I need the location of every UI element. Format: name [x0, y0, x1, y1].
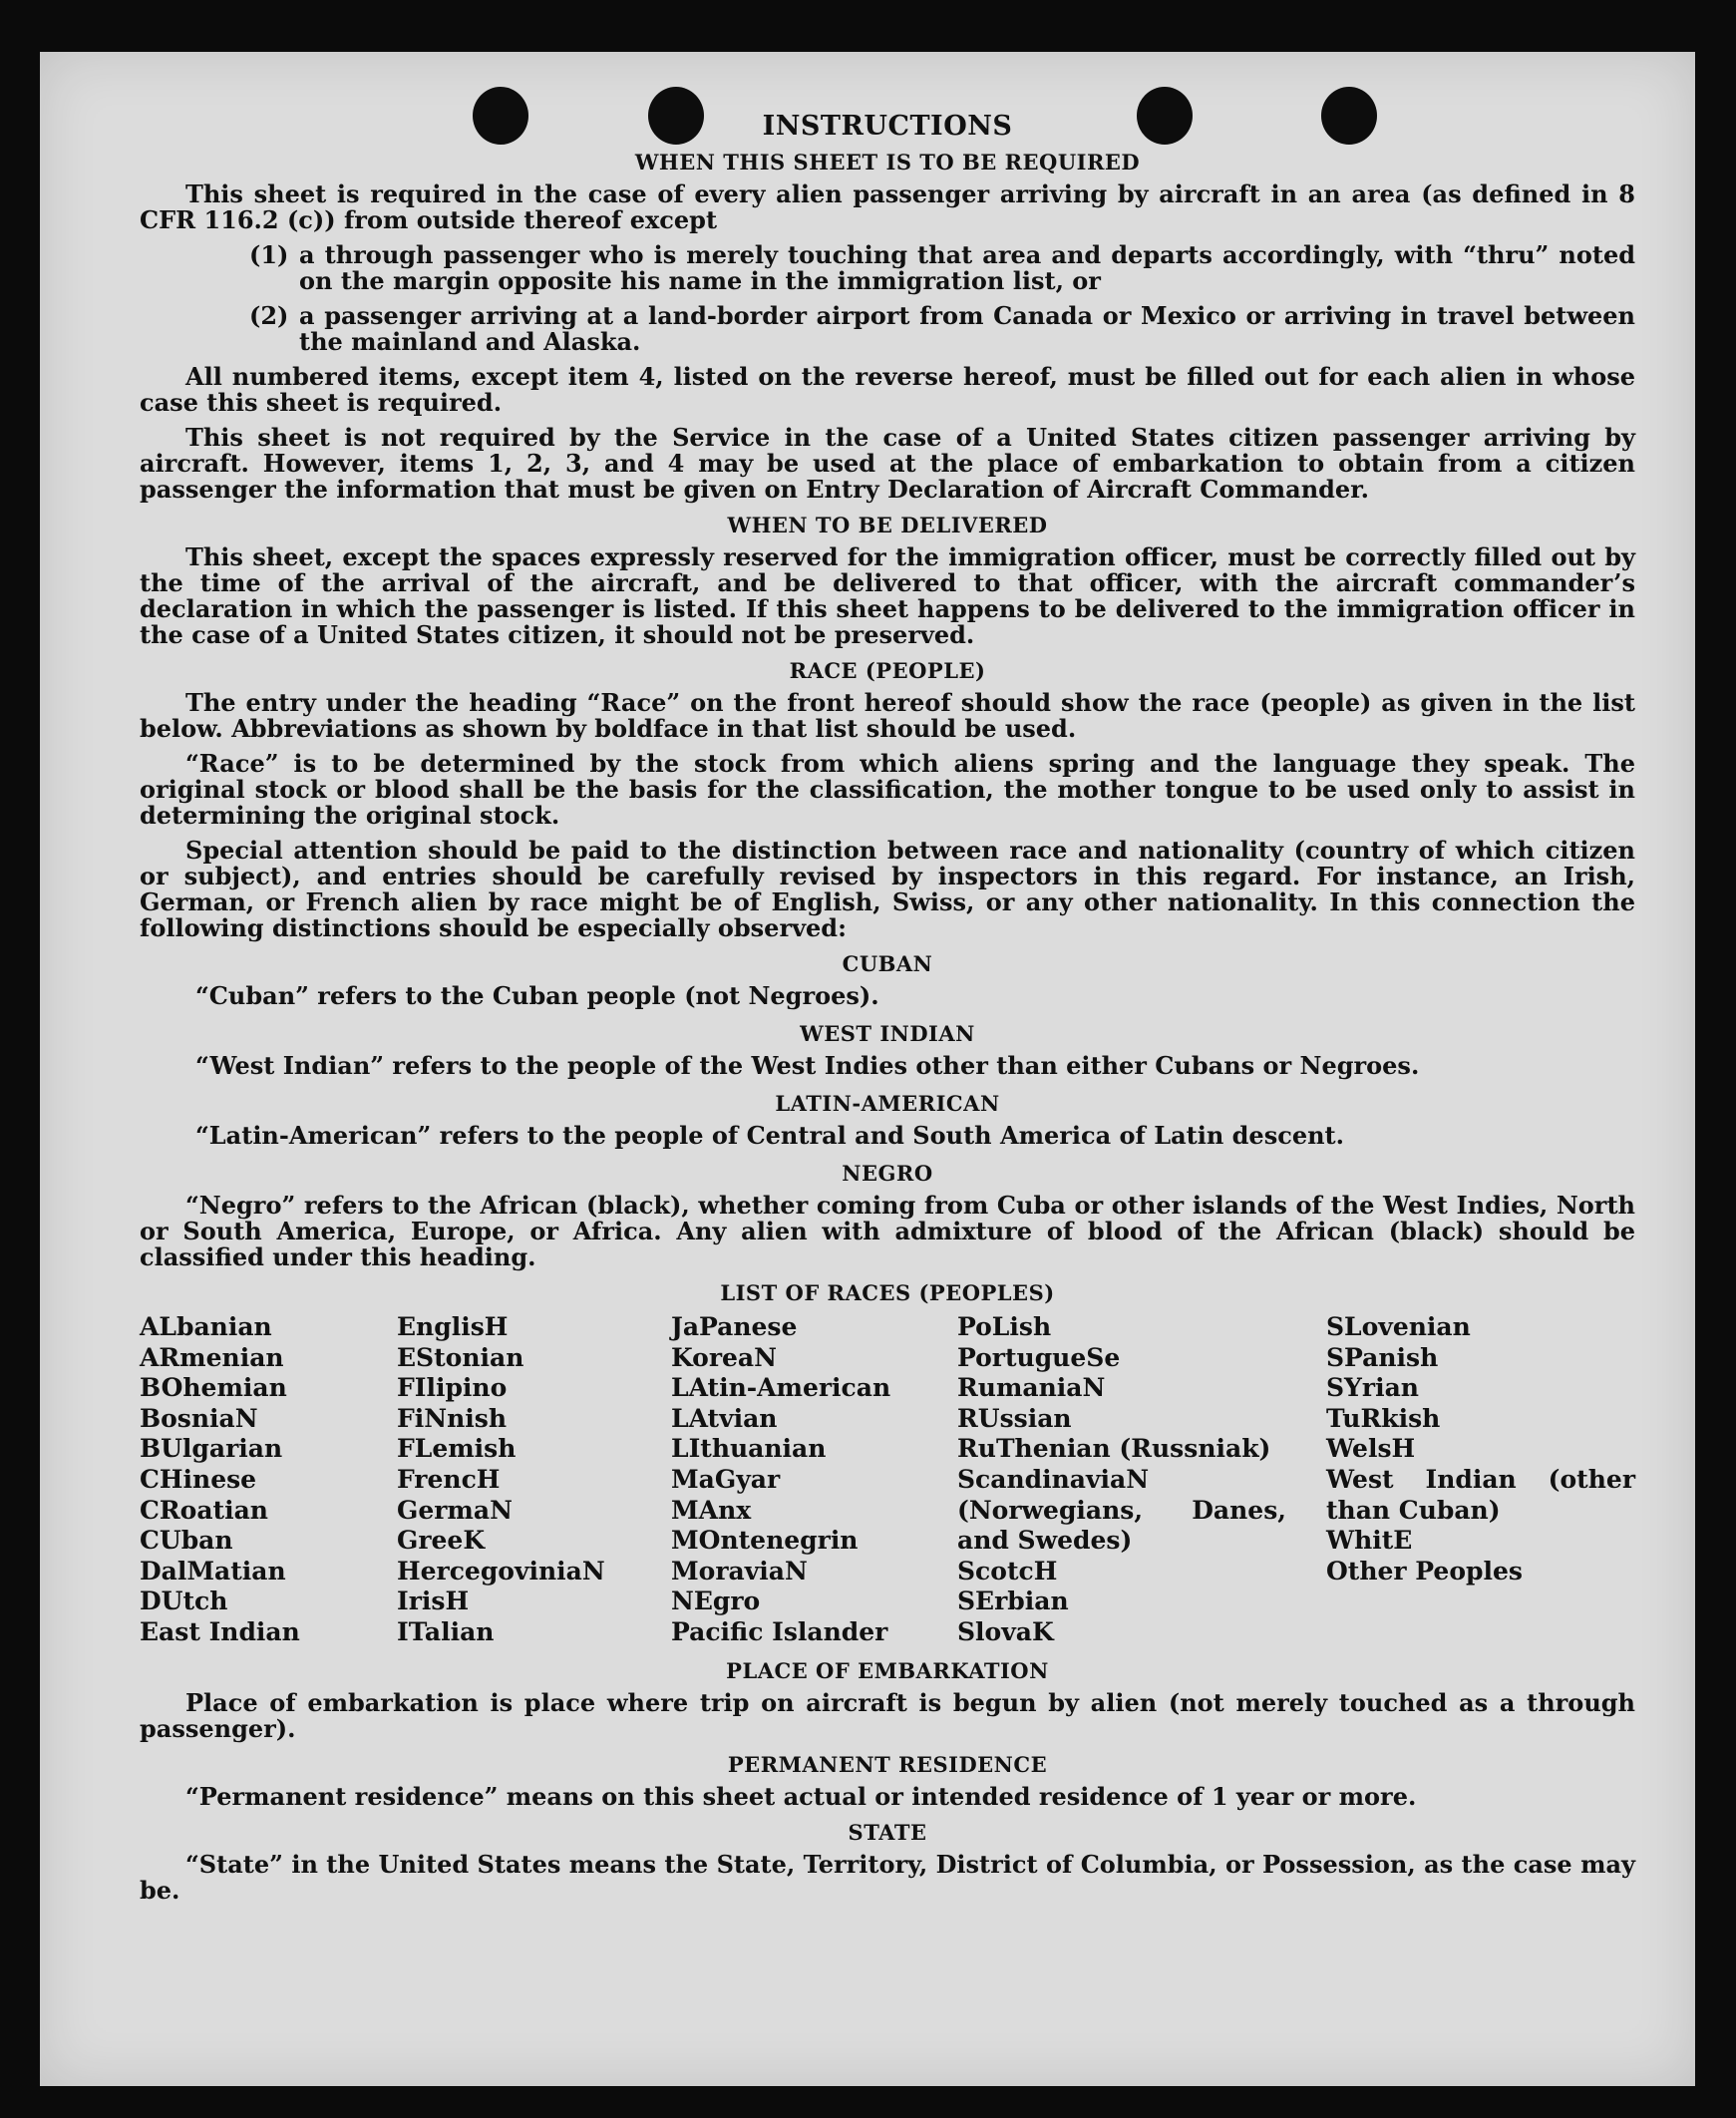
section-heading-embarkation: PLACE OF EMBARKATION [726, 1657, 1049, 1683]
race-item: West Indian (other than Cuban) [1326, 1464, 1635, 1525]
race-item: ScandinaviaN (Norwegians, Danes, and Swedes) [957, 1464, 1286, 1556]
document-page [40, 52, 1695, 2086]
race-item: SLovenian [1326, 1312, 1471, 1341]
race-item: East Indian [140, 1616, 300, 1646]
item-number: (2) [249, 301, 289, 330]
delivered-paragraph: This sheet, except the spaces expressly reserved for the immigration officer, must be correctly filled out by the time of the arrival of the aircraft, and be delivered to that officer, with the aircraft commander’s declaration in which the passenger is listed. If this sheet happens to be delivered to the immigration officer in the case of a United States citizen, it should not be preserved. [140, 542, 1635, 649]
race-item: MAnx [671, 1495, 752, 1525]
race-item: BosniaN [140, 1403, 258, 1433]
race-item: MaGyar [671, 1464, 781, 1494]
page-title: INSTRUCTIONS [762, 111, 1013, 142]
race-item: FLemish [397, 1434, 517, 1464]
race-item: RUssian [957, 1403, 1072, 1433]
definition-heading: LATIN-AMERICAN [775, 1091, 1000, 1116]
definition-text: “Negro” refers to the African (black), whether coming from Cuba or other islands of the West Indies, North or South America, Europe, or Africa. Any alien with admixture of blood of the African (black) should be classified under this heading. [140, 1191, 1635, 1271]
race-item: EStonian [397, 1342, 524, 1372]
race-item: ALbanian [140, 1312, 272, 1341]
item-number: (1) [249, 240, 289, 269]
race-item: DalMatian [140, 1556, 286, 1586]
definition-heading: NEGRO [842, 1161, 933, 1186]
item-text: a passenger arriving at a land-border airport from Canada or Mexico or arriving in travel between the mainland and Alaska. [299, 301, 1635, 356]
residence-paragraph: “Permanent residence” means on this sheet actual or intended residence of 1 year or more. [185, 1781, 1417, 1811]
section-heading-state: STATE [848, 1819, 927, 1845]
race-item: RumaniaN [957, 1373, 1106, 1403]
race-item: LAtin-American [671, 1373, 891, 1403]
race-item: FIlipino [397, 1373, 508, 1403]
race-item: NEgro [671, 1587, 761, 1616]
race-item: SYrian [1326, 1373, 1419, 1403]
race-item: WelsH [1326, 1434, 1416, 1464]
required-paragraph: This sheet is not required by the Service in the case of a United States citizen passenger arriving by aircraft. However, items 1, 2, 3, and 4 may be used at the place of embarkation to obtain from a citizen passenger the information that must be given on Entry Declaration of Aircraft Commander. [140, 423, 1635, 504]
race-item: CHinese [140, 1464, 257, 1494]
race-paragraph: Special attention should be paid to the distinction between race and nationality (country of which citizen or subject), and entries should be carefully revised by inspectors in this regard. For instance, an Irish, German, or French alien by race might be of English, Swiss, or any other nationality. In this connection the following distinctions should be especially observed: [140, 836, 1635, 942]
races-list [140, 1312, 1635, 1648]
race-item: LIthuanian [671, 1434, 827, 1464]
race-item: FrencH [397, 1464, 501, 1494]
exception-item [140, 242, 1635, 294]
race-item: IrisH [397, 1587, 470, 1616]
exception-item [140, 303, 1635, 355]
race-column [957, 1312, 1326, 1648]
race-item: CUban [140, 1526, 233, 1556]
race-item: MOntenegrin [671, 1526, 859, 1556]
section-heading-race: RACE (PEOPLE) [789, 658, 986, 683]
definition-heading: CUBAN [842, 951, 933, 976]
embarkation-paragraph: Place of embarkation is place where trip on aircraft is begun by alien (not merely touched as a through passenger). [140, 1687, 1635, 1743]
race-item: FiNnish [397, 1403, 508, 1433]
instructions-body [140, 111, 1635, 1913]
section-heading-delivered: WHEN TO BE DELIVERED [727, 513, 1048, 537]
race-item: SlovaK [957, 1616, 1054, 1646]
race-item: EnglisH [397, 1312, 509, 1341]
race-column [1326, 1312, 1635, 1648]
race-item: ARmenian [140, 1342, 284, 1372]
race-item: LAtvian [671, 1403, 778, 1433]
race-item: RuThenian (Russniak) [957, 1434, 1271, 1464]
race-item: MoraviaN [671, 1556, 808, 1586]
race-item: WhitE [1326, 1526, 1413, 1556]
race-item: DUtch [140, 1587, 228, 1616]
race-item: PortugueSe [957, 1342, 1121, 1372]
definition-text: “Cuban” refers to the Cuban people (not Negroes). [195, 981, 879, 1010]
required-intro: This sheet is required in the case of every alien passenger arriving by aircraft in an area (as defined in 8 CFR 116.2 (c)) from outside thereof except [140, 179, 1635, 234]
state-paragraph: “State” in the United States means the State, Territory, District of Columbia, or Possession, as the case may be. [140, 1849, 1635, 1905]
race-column [397, 1312, 671, 1648]
race-item: TuRkish [1326, 1403, 1441, 1433]
definition-heading: WEST INDIAN [800, 1021, 975, 1046]
race-item: Pacific Islander [671, 1616, 888, 1646]
races-list-heading: LIST OF RACES (PEOPLES) [720, 1280, 1055, 1305]
race-item: CRoatian [140, 1495, 268, 1525]
race-paragraph: The entry under the heading “Race” on the front hereof should show the race (people) as given in the list below. Abbreviations as shown by boldface in that list should be used. [140, 688, 1635, 743]
race-item: PoLish [957, 1312, 1052, 1341]
race-item: HercegoviniaN [397, 1556, 605, 1586]
race-column [671, 1312, 957, 1648]
race-item: ScotcH [957, 1556, 1058, 1586]
race-item: SPanish [1326, 1342, 1439, 1372]
race-item: ITalian [397, 1616, 495, 1646]
race-item: Other Peoples [1326, 1556, 1523, 1586]
item-text: a through passenger who is merely touching that area and departs accordingly, with “thru” noted on the margin opposite his name in the immigration list, or [299, 240, 1635, 295]
race-item: SErbian [957, 1587, 1069, 1616]
definition-text: “Latin-American” refers to the people of Central and South America of Latin descent. [195, 1121, 1344, 1150]
race-paragraph: “Race” is to be determined by the stock from which aliens spring and the language they speak. The original stock or blood shall be the basis for the classification, the mother tongue to be used only to assist in determining the original stock. [140, 749, 1635, 830]
race-item: BOhemian [140, 1373, 287, 1403]
race-column [140, 1312, 397, 1648]
race-item: GreeK [397, 1526, 486, 1556]
race-item: JaPanese [671, 1312, 798, 1341]
race-item: GermaN [397, 1495, 513, 1525]
definition-text: “West Indian” refers to the people of the West Indies other than either Cubans or Negroes. [195, 1051, 1420, 1080]
race-item: BUlgarian [140, 1434, 283, 1464]
race-item: KoreaN [671, 1342, 777, 1372]
section-heading-residence: PERMANENT RESIDENCE [727, 1751, 1048, 1777]
section-heading-required: WHEN THIS SHEET IS TO BE REQUIRED [634, 150, 1141, 175]
required-paragraph: All numbered items, except item 4, listed on the reverse hereof, must be filled out for each alien in whose case this sheet is required. [140, 362, 1635, 417]
